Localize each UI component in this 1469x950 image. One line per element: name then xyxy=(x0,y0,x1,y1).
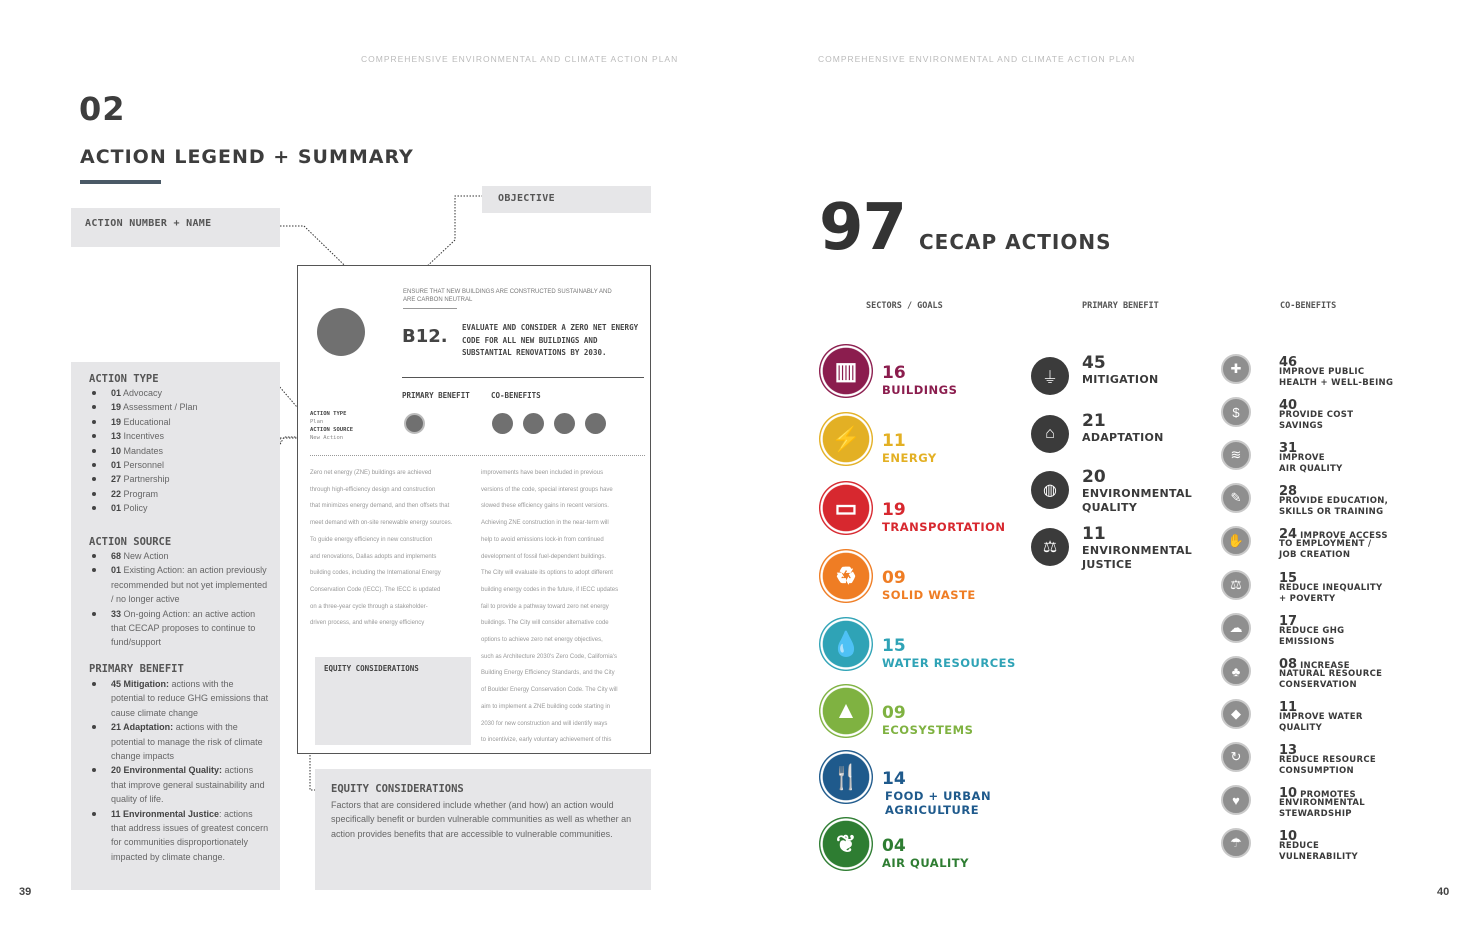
primary-benefit-count: 20 xyxy=(1082,467,1106,487)
co-benefit-name-line: JOB CREATION xyxy=(1279,549,1351,560)
list-item: 27 Partnership xyxy=(89,472,269,486)
sector-name: WATER RESOURCES xyxy=(882,656,1016,670)
title-underline xyxy=(80,180,161,184)
co-benefit-count: 24 xyxy=(1279,527,1298,542)
chapter-number: 02 xyxy=(79,90,126,128)
sector-name: SOLID WASTE xyxy=(882,588,976,602)
primary-benefit-name: MITIGATION xyxy=(1082,373,1159,386)
card-action-type: ACTION TYPE Plan ACTION SOURCE New Action xyxy=(310,411,354,441)
running-header-left: COMPREHENSIVE ENVIRONMENTAL AND CLIMATE ACTION PLAN xyxy=(361,54,679,64)
primary-benefit-name: ENVIRONMENTAL xyxy=(1082,487,1193,500)
action-source-title: ACTION SOURCE xyxy=(89,536,172,548)
handshake-icon: ✋ xyxy=(1221,526,1251,556)
co-benefit-name: IMPROVE ACCESS xyxy=(1300,531,1388,541)
primary-benefit-count: 11 xyxy=(1082,524,1106,544)
resource-icon: ♣ xyxy=(1221,656,1251,686)
primary-benefit-label: PRIMARY BENEFIT xyxy=(402,391,470,400)
list-item: 19 Assessment / Plan xyxy=(89,400,269,414)
sector-count: 11 xyxy=(882,431,906,451)
co-benefit-count: 46 xyxy=(1279,355,1298,370)
co-benefit-icon-placeholder xyxy=(523,413,544,434)
legend-sidebar xyxy=(71,362,280,890)
objective-rule xyxy=(403,308,457,309)
list-item: 11 Environmental Justice: actions that address issues of greatest concern for communities disproportionately impacted by climate change. xyxy=(89,807,269,865)
page-number-right: 40 xyxy=(1437,886,1450,898)
sector-name-line2: AGRICULTURE xyxy=(885,803,980,817)
co-benefit-name-line: IMPROVE xyxy=(1279,453,1325,463)
list-item: 21 Adaptation: actions with the potential to manage the risk of climate change impacts xyxy=(89,720,269,763)
column-header-cobenefits: CO-BENEFITS xyxy=(1280,301,1337,311)
list-item: 01 Personnel xyxy=(89,458,269,472)
action-name: EVALUATE AND CONSIDER A ZERO NET ENERGY CODE FOR ALL NEW BUILDINGS AND SUBSTANTIAL RENOVATIONS BY 2030. xyxy=(462,323,639,357)
primary-benefit-name: ENVIRONMENTAL xyxy=(1082,544,1193,557)
objective-box xyxy=(482,186,651,213)
list-item: 68 New Action xyxy=(89,549,269,563)
tree-icon: ▲ xyxy=(819,684,873,738)
co-benefit-name-line: CONSERVATION xyxy=(1279,679,1357,690)
sector-name: TRANSPORTATION xyxy=(882,520,1006,534)
primary-benefit-name-line2: QUALITY xyxy=(1082,501,1138,514)
card-equity-box xyxy=(315,657,471,745)
co-benefit-count: 10 xyxy=(1279,786,1298,801)
sector-count: 19 xyxy=(882,500,906,520)
co-benefit-name-line: QUALITY xyxy=(1279,722,1323,733)
co-benefit-name-line: + POVERTY xyxy=(1279,593,1336,604)
flood-house-icon: ⌂ xyxy=(1031,415,1069,453)
list-item: 01 Existing Action: an action previously recommended but not yet implemented / no longer active xyxy=(89,563,269,606)
sample-objective-text: ENSURE THAT NEW BUILDINGS ARE CONSTRUCTED SUSTAINABLY AND ARE CARBON NEUTRAL xyxy=(403,289,612,303)
food-icon: 🍴 xyxy=(819,750,873,804)
air-icon: ≋ xyxy=(1221,440,1251,470)
co-benefit-icon-placeholder xyxy=(492,413,513,434)
primary-benefit-title: PRIMARY BENEFIT xyxy=(89,663,184,675)
scales-icon: ⚖ xyxy=(1031,528,1069,566)
co-benefit-icon-placeholder xyxy=(585,413,606,434)
primary-benefit-name-line2: JUSTICE xyxy=(1082,558,1133,571)
sector-count: 16 xyxy=(882,363,906,383)
action-number-name-box xyxy=(71,208,280,247)
total-actions-number: 97 xyxy=(819,191,907,265)
co-benefit-name-line: PROVIDE COST xyxy=(1279,410,1354,420)
co-benefit-count: 28 xyxy=(1279,484,1298,499)
sector-count: 14 xyxy=(882,769,906,789)
list-item: 10 Mandates xyxy=(89,444,269,458)
emissions-icon: ☁ xyxy=(1221,613,1251,643)
co-benefit-count: 13 xyxy=(1279,743,1298,758)
sector-count: 09 xyxy=(882,703,906,723)
co-benefit-icon-placeholder xyxy=(554,413,575,434)
sector-count: 15 xyxy=(882,636,906,656)
co-benefit-count: 08 xyxy=(1279,657,1298,672)
list-item: 01 Policy xyxy=(89,501,269,515)
co-benefit-name-line: ENVIRONMENTAL xyxy=(1279,798,1365,808)
stewardship-icon: ♥ xyxy=(1221,785,1251,815)
recycle-icon: ♻ xyxy=(819,549,873,603)
co-benefit-count: 40 xyxy=(1279,398,1298,413)
list-item: 20 Environmental Quality: actions that improve general sustainability and quality of life. xyxy=(89,763,269,806)
equality-icon: ⚖ xyxy=(1221,570,1251,600)
water-quality-icon: ◆ xyxy=(1221,699,1251,729)
sector-name: ECOSYSTEMS xyxy=(882,723,974,737)
list-item: 01 Advocacy xyxy=(89,386,269,400)
co-benefit-count: 15 xyxy=(1279,571,1298,586)
globe-hand-icon: ◍ xyxy=(1031,471,1069,509)
list-item: 13 Incentives xyxy=(89,429,269,443)
sector-count: 09 xyxy=(882,568,906,588)
column-header-primary: PRIMARY BENEFIT xyxy=(1082,301,1159,311)
co-benefit-name-line: STEWARDSHIP xyxy=(1279,808,1352,819)
co-benefit-name-line: AIR QUALITY xyxy=(1279,463,1343,474)
health-icon: ✚ xyxy=(1221,354,1251,384)
co-benefit-name-line: REDUCE GHG xyxy=(1279,626,1345,636)
co-benefit-name-line: EMISSIONS xyxy=(1279,636,1335,647)
co-benefit-name-line: VULNERABILITY xyxy=(1279,851,1359,862)
sector-name: BUILDINGS xyxy=(882,383,958,397)
co-benefit-name-line: SKILLS OR TRAINING xyxy=(1279,506,1384,517)
sector-name: AIR QUALITY xyxy=(882,856,969,870)
body-column-2: improvements have been included in previous versions of the code, special interest groups have slowed these efficiency gains in recent versions. Achieving ZNE construction in the near-term will help to avoid emissions lock-in from continued development of fossil fuel-dependent buildings. The City will evaluate its options to adopt different building energy codes in the future, if IECC updates fail to provide a pathway toward zero net energy buildings. The City will consider alternative code options to achieve zero net energy objectives, such as Architecture 2030's Zero Code, California's Building Energy Efficiency Standards, and the City of Boulder Energy Conservation Code. The City will aim to implement a ZNE building code starting in 2030 for new construction and will identify ways to incentivize, early voluntary achievement of this xyxy=(481,470,619,744)
co-benefit-count: 17 xyxy=(1279,614,1298,629)
co-benefit-count: 31 xyxy=(1279,441,1298,456)
sector-name: FOOD + URBAN xyxy=(885,789,992,803)
bus-icon: ▭ xyxy=(819,481,873,535)
shelter-icon: ☂ xyxy=(1221,828,1251,858)
co-benefit-name-line: IMPROVE PUBLIC xyxy=(1279,367,1365,377)
action-code: B12. xyxy=(402,326,448,347)
co-benefit-name-line: REDUCE RESOURCE xyxy=(1279,755,1377,765)
page-number-left: 39 xyxy=(19,886,32,898)
co-benefit-name-line: PROVIDE EDUCATION, xyxy=(1279,496,1389,506)
co-benefit-name-line: HEALTH + WELL-BEING xyxy=(1279,377,1394,388)
column-header-sectors: SECTORS / GOALS xyxy=(866,301,943,311)
header-rule xyxy=(402,377,644,378)
co-benefit-name-line: CONSUMPTION xyxy=(1279,765,1354,776)
action-source-list xyxy=(89,549,269,650)
primary-benefit-count: 21 xyxy=(1082,411,1106,431)
equity-text: Factors that are considered include whether (and how) an action would specifically benefit or burden vulnerable communities as well as whether an action provides benefits that are accessible to vulnerable communities. xyxy=(331,800,632,839)
equity-title: EQUITY CONSIDERATIONS xyxy=(331,783,464,795)
body-column-1: Zero net energy (ZNE) buildings are achieved through high-efficiency design and construction that minimizes energy demand, and then offsets that meet demand with on-site renewable energy sources. To guide energy efficiency in new construction and renovations, Dallas adopts and implements building codes, including the International Energy Conservation Code (IECC). The IECC is updated on a three-year cycle through a stakeholder- driven process, and while energy efficiency xyxy=(310,470,453,627)
building-icon: ▥ xyxy=(819,344,873,398)
action-number-name-label: ACTION NUMBER + NAME xyxy=(85,218,212,229)
co-benefit-name-line: IMPROVE WATER xyxy=(1279,712,1363,722)
equity-box xyxy=(315,769,651,890)
co-benefit-name-line: SAVINGS xyxy=(1279,420,1324,431)
primary-benefit-count: 45 xyxy=(1082,353,1106,373)
page-title: ACTION LEGEND + SUMMARY xyxy=(80,146,414,168)
sector-count: 04 xyxy=(882,836,906,856)
co-benefit-name-line: NATURAL RESOURCE xyxy=(1279,669,1383,679)
running-header-right: COMPREHENSIVE ENVIRONMENTAL AND CLIMATE ACTION PLAN xyxy=(818,54,1136,64)
primary-benefit-icon-placeholder xyxy=(404,413,425,434)
list-item: 33 On-going Action: an active action that CECAP proposes to continue to fund/support xyxy=(89,607,269,650)
action-type-title: ACTION TYPE xyxy=(89,373,159,385)
sample-action-card xyxy=(297,265,651,754)
savings-icon: $ xyxy=(1221,397,1251,427)
list-item: 22 Program xyxy=(89,487,269,501)
sector-name: ENERGY xyxy=(882,451,937,465)
action-type-list xyxy=(89,386,269,516)
lightning-icon: ⚡ xyxy=(819,412,873,466)
leaf-icon: ❦ xyxy=(819,817,873,871)
co-benefit-count: 11 xyxy=(1279,700,1298,715)
total-actions-title: CECAP ACTIONS xyxy=(919,230,1112,254)
co-benefit-name-line: REDUCE xyxy=(1279,841,1320,851)
objective-label: OBJECTIVE xyxy=(498,193,555,204)
primary-benefit-name: ADAPTATION xyxy=(1082,431,1164,444)
primary-benefit-list xyxy=(89,677,269,864)
co-benefits-label: CO-BENEFITS xyxy=(491,391,541,400)
education-icon: ✎ xyxy=(1221,483,1251,513)
sector-icon-placeholder xyxy=(317,308,365,356)
co-benefit-name-line: TO EMPLOYMENT / xyxy=(1279,539,1372,549)
co-benefit-count: 10 xyxy=(1279,829,1298,844)
consumption-icon: ↻ xyxy=(1221,742,1251,772)
co-benefit-name: INCREASE xyxy=(1300,661,1350,671)
card-equity-label: EQUITY CONSIDERATIONS xyxy=(324,664,419,673)
co-benefit-name-line: REDUCE INEQUALITY xyxy=(1279,583,1383,593)
body-rule xyxy=(310,455,645,456)
water-drop-icon: 💧 xyxy=(819,617,873,671)
plug-icon: ⏚ xyxy=(1031,357,1069,395)
co-benefit-name: PROMOTES xyxy=(1300,790,1356,800)
list-item: 45 Mitigation: actions with the potential to reduce GHG emissions that cause climate change xyxy=(89,677,269,720)
list-item: 19 Educational xyxy=(89,415,269,429)
